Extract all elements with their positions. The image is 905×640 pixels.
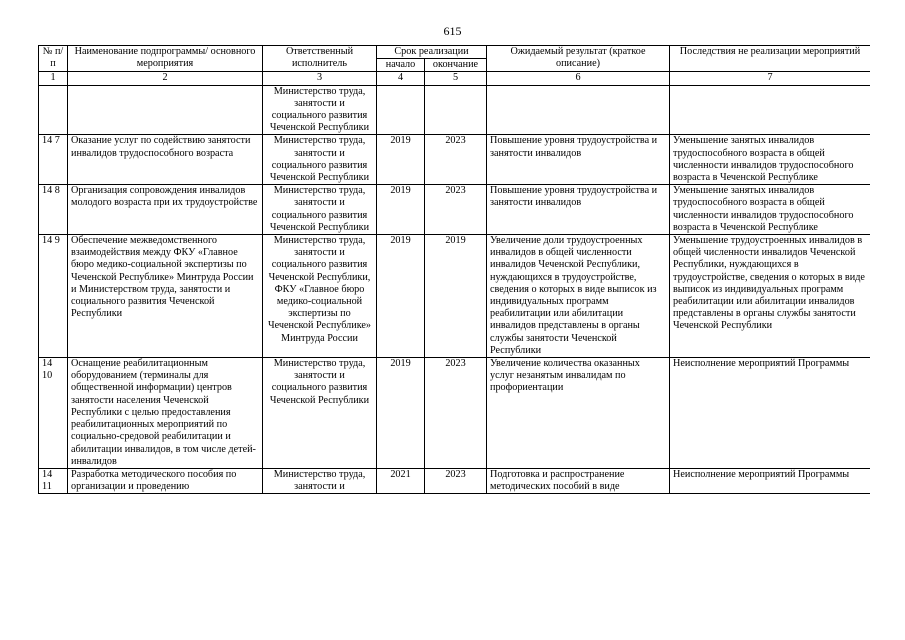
row-responsible: Министерство труда, занятости и xyxy=(263,468,377,493)
page-number: 615 xyxy=(443,24,462,38)
row-num: 14 7 xyxy=(39,135,68,185)
row-result: Увеличение количества оказанных услуг незанятым инвалидам по профориентации xyxy=(487,358,670,469)
row-consequences: Уменьшение занятых инвалидов трудоспособного возраста в общей численности инвалидов трудоспособного возраста в Чеченской Республике xyxy=(670,135,871,185)
column-number: 1 xyxy=(39,72,68,85)
row-end: 2023 xyxy=(425,358,487,469)
header-responsible: Ответственный исполнитель xyxy=(263,46,377,72)
header-name: Наименование подпрограммы/ основного мероприятия xyxy=(68,46,263,72)
row-responsible: Министерство труда, занятости и социального развития Чеченской Республики xyxy=(263,358,377,469)
row-start: 2021 xyxy=(377,468,425,493)
row-consequences: Неисполнение мероприятий Программы xyxy=(670,358,871,469)
row-name: Обеспечение межведомственного взаимодействия между ФКУ «Главное бюро медико-социальной экспертизы по Чеченской Республике» Минтруда России и Министерством труда, занятости и социального развития Чеченской Республики xyxy=(68,235,263,358)
row-start: 2019 xyxy=(377,185,425,235)
row-name: Оказание услуг по содействию занятости инвалидов трудоспособного возраста xyxy=(68,135,263,185)
row-consequences xyxy=(670,85,871,135)
measures-table xyxy=(38,45,870,494)
row-result: Подготовка и распространение методических пособий в виде xyxy=(487,468,670,493)
row-result: Повышение уровня трудоустройства и занятости инвалидов xyxy=(487,135,670,185)
header-start: начало xyxy=(377,59,425,72)
row-consequences: Уменьшение трудоустроенных инвалидов в общей численности инвалидов Чеченской Республики, нуждающихся в трудоустройстве, сведения о которых в виде выписок из индивидуальных программ реабилитации или абилитации инвалидов представлены в органы службы занятости Чеченской Республики xyxy=(670,235,871,358)
row-consequences: Уменьшение занятых инвалидов трудоспособного возраста в общей численности инвалидов трудоспособного возраста в Чеченской Республике xyxy=(670,185,871,235)
header-result: Ожидаемый результат (краткое описание) xyxy=(487,46,670,72)
row-consequences: Неисполнение мероприятий Программы xyxy=(670,468,871,493)
row-num: 14 8 xyxy=(39,185,68,235)
row-responsible: Министерство труда, занятости и социального развития Чеченской Республики, ФКУ «Главное бюро медико-социальной экспертизы по Чеченской Республике» Минтруда России xyxy=(263,235,377,358)
row-num xyxy=(39,85,68,135)
row-responsible: Министерство труда, занятости и социального развития Чеченской Республики xyxy=(263,85,377,135)
row-start: 2019 xyxy=(377,235,425,358)
column-number: 7 xyxy=(670,72,871,85)
row-num: 14 11 xyxy=(39,468,68,493)
table-row xyxy=(39,235,871,358)
column-number: 3 xyxy=(263,72,377,85)
row-end: 2023 xyxy=(425,185,487,235)
row-num: 14 9 xyxy=(39,235,68,358)
column-number: 5 xyxy=(425,72,487,85)
header-end: окончание xyxy=(425,59,487,72)
row-start: 2019 xyxy=(377,135,425,185)
row-name: Оснащение реабилитационным оборудованием (терминалы для общественной информации) центров занятости населения Чеченской Республики с целью предоставления реабилитационных мероприятий по социально-средовой реабилитации и абилитации инвалидов, в том числе детей- инвалидов xyxy=(68,358,263,469)
row-start: 2019 xyxy=(377,358,425,469)
measures-table-container xyxy=(38,45,870,640)
row-name: Разработка методического пособия по организации и проведению xyxy=(68,468,263,493)
table-row xyxy=(39,85,871,135)
row-end: 2019 xyxy=(425,235,487,358)
column-number-row xyxy=(39,72,871,85)
row-name xyxy=(68,85,263,135)
header-row-1 xyxy=(39,46,871,59)
row-end xyxy=(425,85,487,135)
row-name: Организация сопровождения инвалидов молодого возраста при их трудоустройстве xyxy=(68,185,263,235)
row-responsible: Министерство труда, занятости и социального развития Чеченской Республики xyxy=(263,185,377,235)
row-end: 2023 xyxy=(425,468,487,493)
row-result: Увеличение доли трудоустроенных инвалидов в общей численности инвалидов Чеченской Республики, нуждающихся в трудоустройстве, сведения о которых в виде выписок из индивидуальных программ реабилитации или абилитации инвалидов представлены в органы службы занятости Чеченской Республики xyxy=(487,235,670,358)
table-row xyxy=(39,468,871,493)
table-row xyxy=(39,358,871,469)
row-result xyxy=(487,85,670,135)
row-result: Повышение уровня трудоустройства и занятости инвалидов xyxy=(487,185,670,235)
table-row xyxy=(39,185,871,235)
column-number: 4 xyxy=(377,72,425,85)
table-row xyxy=(39,135,871,185)
column-number: 6 xyxy=(487,72,670,85)
header-num: № п/п xyxy=(39,46,68,72)
column-number: 2 xyxy=(68,72,263,85)
header-consequences: Последствия не реализации мероприятий xyxy=(670,46,871,72)
row-num: 14 10 xyxy=(39,358,68,469)
header-period: Срок реализации xyxy=(377,46,487,59)
row-responsible: Министерство труда, занятости и социального развития Чеченской Республики xyxy=(263,135,377,185)
row-start xyxy=(377,85,425,135)
row-end: 2023 xyxy=(425,135,487,185)
